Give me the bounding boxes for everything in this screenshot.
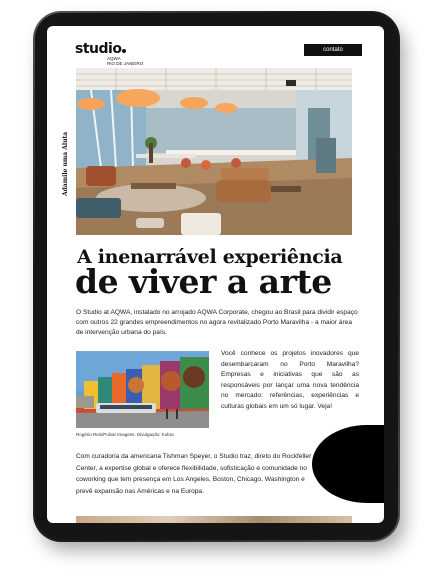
photo-credit: Rogério Reis/Pulsar Imagens. Divulgação: Kobra [76,432,174,437]
logo-wordmark: studio [75,41,122,57]
studio-logo[interactable] [75,40,144,66]
intro-paragraph: O Studio at AQWA, instalado no arrojado AQWA Corporate, chegou ao Brasil para dividir espaço com outros 22 grandes empreendimentos no agora revitalizado Porto Maravilha - a maior área de intervenção urbana do país. [76,309,358,336]
headline-line1: A inenarrável experiência [77,246,343,268]
side-paragraph: Você conhece os projetos inovadores que desembarcaram no Porto Maravilha? Empresas e iniciativas que são as responsáveis por lançar uma nova tendência no mercado: referências, experiências e culturas globais em um só lugar. Veja! [221,350,359,410]
logo-sub-line2: RIO DE JANEIRO [107,61,144,66]
street-mural-illustration [76,351,209,428]
logo-sub-line1: AQWA [107,56,121,61]
coworking-office-illustration [76,68,352,235]
headline-line2: de viver a arte [75,262,332,301]
hero-vertical-credit: Adamile uma Aluta [62,131,69,196]
body-paragraph: Com curadoria da americana Tishman Speyer, o Studio traz, direto do Rockfeller Center, a expertise global e oferece flexibilidade, sofisticação e comunidade no coworking que tem presença em Los Angeles, Boston, Chicago, Washington e prevê expansão nas Américas e na Europa. [76,453,312,495]
decorative-black-circle [312,425,384,503]
next-section-image-strip [76,516,352,523]
contact-button[interactable]: contato [304,44,362,56]
logo-subtitle [107,56,143,66]
hero-image-coworking [76,68,352,235]
logo-dot [122,49,126,53]
tablet-screen [47,26,384,523]
kobra-mural-photo [76,351,209,428]
